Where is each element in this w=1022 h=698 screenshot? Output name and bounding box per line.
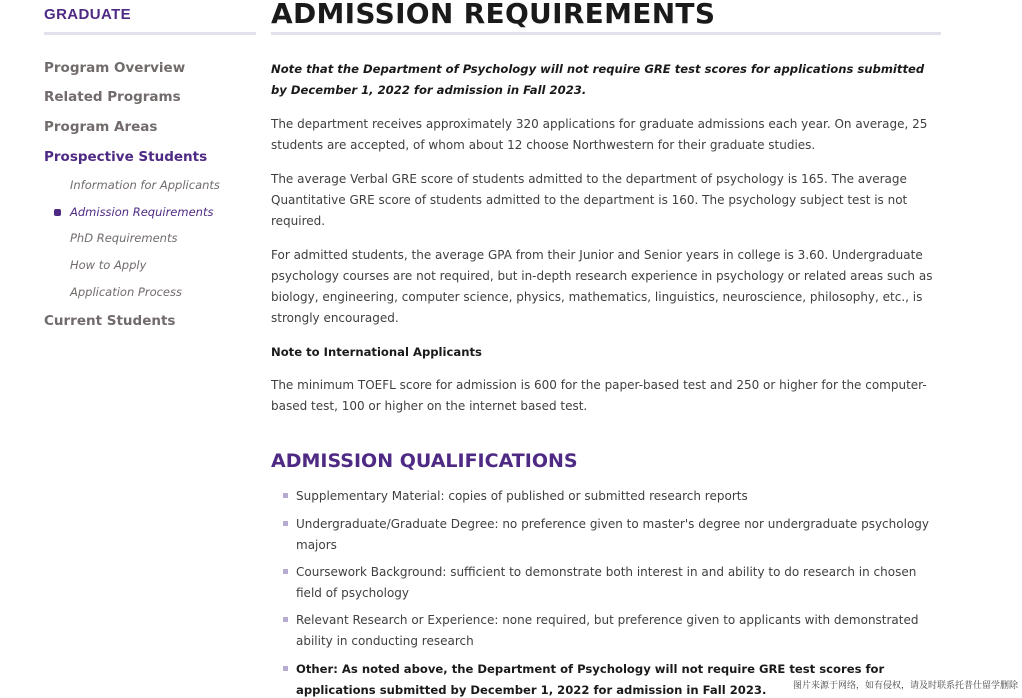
- qualification-degree: Undergraduate/Graduate Degree: no preference given to master's degree nor undergraduate psychology majors: [296, 517, 929, 552]
- qualification-supplementary-material: Supplementary Material: copies of published or submitted research reports: [296, 489, 748, 503]
- gpa-paragraph: For admitted students, the average GPA from their Junior and Senior years in college is 3.60. Undergraduate psychology courses are not required, but in-depth research experience in psychology or related areas such as biology, engineering, computer science, physics, mathematics, linguistics, neuroscience, philosophy, etc., is strongly encouraged.: [271, 248, 933, 325]
- square-bullet-icon: [283, 617, 288, 622]
- applications-paragraph: The department receives approximately 320 applications for graduate admissions each year. On average, 25 students are accepted, of whom about 12 choose Northwestern for their graduate studies.: [271, 117, 928, 152]
- sidebar-subitem-phd-requirements[interactable]: PhD Requirements: [70, 231, 178, 245]
- sidebar-subitem-admission-requirements[interactable]: Admission Requirements: [70, 205, 214, 219]
- qualification-coursework: Coursework Background: sufficient to demonstrate both interest in and ability to do research in chosen field of psychology: [296, 565, 917, 600]
- qualification-research-experience: Relevant Research or Experience: none required, but preference given to applicants with demonstrated ability in conducting research: [296, 613, 919, 648]
- toefl-paragraph: The minimum TOEFL score for admission is 600 for the paper-based test and 250 or higher for the computer-based test, 100 or higher on the internet based test.: [271, 378, 927, 413]
- sidebar-subitem-how-to-apply[interactable]: How to Apply: [70, 258, 147, 272]
- sidebar-item-related-programs[interactable]: Related Programs: [44, 89, 181, 105]
- square-bullet-icon: [283, 493, 288, 498]
- source-watermark: 图片来源于网络，如有侵权，请及时联系托普仕留学删除: [791, 677, 1020, 692]
- sidebar-item-prospective-students[interactable]: Prospective Students: [44, 149, 208, 165]
- title-divider: [271, 32, 941, 35]
- international-applicants-heading: Note to International Applicants: [271, 345, 482, 359]
- sidebar-item-program-areas[interactable]: Program Areas: [44, 119, 158, 135]
- qualifications-title: ADMISSION QUALIFICATIONS: [271, 450, 578, 472]
- sidebar-item-program-overview[interactable]: Program Overview: [44, 60, 186, 76]
- active-item-marker-icon: [54, 209, 61, 216]
- sidebar-subitem-application-process[interactable]: Application Process: [70, 285, 182, 299]
- gre-scores-paragraph: The average Verbal GRE score of students admitted to the department of psychology is 165. The average Quantitative GRE score of students admitted to the department is 160. The psychology subject test is not required.: [271, 172, 908, 228]
- sidebar-title: GRADUATE: [44, 6, 132, 23]
- sidebar-item-current-students[interactable]: Current Students: [44, 313, 176, 329]
- page-title: ADMISSION REQUIREMENTS: [271, 0, 716, 30]
- square-bullet-icon: [283, 569, 288, 574]
- square-bullet-icon: [283, 666, 288, 671]
- qualification-other: Other: As noted above, the Department of Psychology will not require GRE test scores for applications submitted by December 1, 2022 for admission in Fall 2023.: [296, 662, 885, 697]
- sidebar-divider: [44, 32, 256, 35]
- sidebar-subitem-information-for-applicants[interactable]: Information for Applicants: [70, 178, 220, 192]
- gre-waiver-note: Note that the Department of Psychology will not require GRE test scores for applications submitted by December 1, 2022 for admission in Fall 2023.: [271, 62, 925, 97]
- square-bullet-icon: [283, 521, 288, 526]
